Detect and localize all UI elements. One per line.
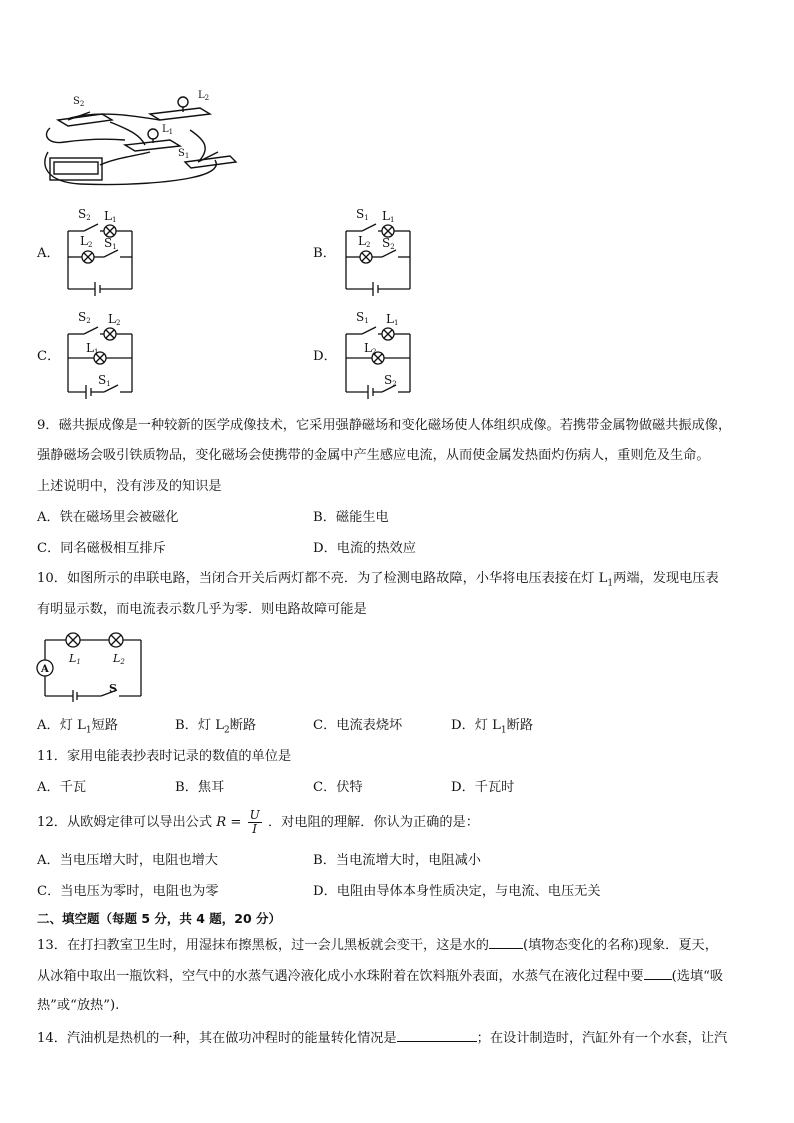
q12-option-c: C．当电压为零时，电阻也为零 [37,884,219,899]
q12-stem: 12．从欧姆定律可以导出公式 R = $\frac{U}{I}$ ．对电阻的理解．你认为正确的是： [37,808,479,836]
q11-option-d: D．千瓦时 [451,780,515,795]
q11-option-a: A．千瓦 [37,780,87,795]
svg-text:S2: S2 [384,373,397,388]
circuit-diagram-d [338,308,418,403]
q14-blank-1[interactable] [397,1029,477,1042]
apparatus-label-s1: $S_1$ [178,148,190,160]
q13-line2: 从冰箱中取出一瓶饮料，空气中的水蒸气遇冷液化成小水珠附着在饮料瓶外表面，水蒸气在液化过程中要 (选填“吸 [37,969,724,984]
svg-text:L1: L1 [386,312,399,327]
svg-text:S1: S1 [98,373,111,388]
apparatus-label-l2: $L_2$ [198,90,210,102]
q9-option-c: C．同名磁极相互排斥 [37,541,166,556]
svg-text:L1: L1 [382,209,395,224]
svg-text:S2: S2 [78,207,91,222]
fig-s-label: S [109,682,117,695]
apparatus-label-l1: $L_1$ [162,124,174,136]
apparatus-illustration [40,90,240,186]
svg-text:S1: S1 [104,236,117,251]
svg-text:S2: S2 [78,310,91,325]
svg-text:S1: S1 [356,310,369,325]
q12-option-d: D．电阻由导体本身性质决定，与电流、电压无关 [313,884,601,899]
section-fill-in-title: 二、填空题（每题 5 分，共 4 题，20 分） [37,911,282,926]
q9-option-a: A．铁在磁场里会被磁化 [37,510,179,525]
svg-text:L1: L1 [104,209,117,224]
q10-line1: 10．如图所示的串联电路，当闭合开关后两灯都不亮．为了检测电路故障，小华将电压表接在灯 $L_1$两端，发现电压表 [37,571,719,589]
q9-option-b: B．磁能生电 [313,510,389,525]
ohm-formula: R = [216,815,246,830]
q10-option-a: A．灯 $L_1$短路 [37,718,118,736]
q10-series-circuit [35,630,150,702]
q9-line1: 9．磁共振成像是一种较新的医学成像技术，它采用强静磁场和变化磁场使人体组织成像。若携带金属物做磁共振成像， [37,418,732,433]
q10-option-b: B．灯 $L_2$断路 [175,718,257,736]
q12-option-a: A．当电压增大时，电阻也增大 [37,853,218,868]
q10-option-c: C．电流表烧坏 [313,718,403,733]
svg-text:L2: L2 [108,312,121,327]
q13-line3: 热”或“放热”). [37,998,120,1013]
q14-line1: 14．汽油机是热机的一种，其在做功冲程时的能量转化情况是 ；在设计制造时，汽缸外有一个水套，让汽 [37,1031,728,1046]
q13-blank-2[interactable] [644,967,672,980]
svg-text:L2: L2 [364,341,377,356]
q9-option-d: D．电流的热效应 [313,541,416,556]
q12-option-b: B．当电流增大时，电阻减小 [313,853,481,868]
option-d-label: D． [313,349,337,364]
q11-option-c: C．伏特 [313,780,363,795]
q10-option-d: D．灯 $L_1$断路 [451,718,534,736]
svg-text:S2: S2 [382,236,395,251]
svg-text:L2: L2 [80,234,93,249]
q10-line2: 有明显示数，而电流表示数几乎为零．则电路故障可能是 [37,602,367,617]
svg-text:L2: L2 [113,652,125,666]
circuit-diagram-c [60,308,140,403]
q13-blank-1[interactable] [489,936,523,949]
svg-text:L1: L1 [86,341,99,356]
svg-text:S1: S1 [356,207,369,222]
svg-text:L1: L1 [69,652,81,666]
circuit-diagram-b [338,205,418,300]
q13-line1: 13．在打扫教室卫生时，用湿抹布擦黑板，过一会儿黑板就会变干，这是水的 (填物态变化的名称)现象．夏天， [37,938,718,953]
apparatus-label-s2: $S_2$ [73,96,85,108]
q11-stem: 11．家用电能表抄表时记录的数值的单位是 [37,749,292,764]
fig-l2-label: L [113,652,121,665]
ammeter-label: A [41,664,49,675]
svg-text:L2: L2 [358,234,371,249]
option-c-label: C． [37,349,61,364]
fig-l1-label: L [69,652,77,665]
option-a-label: A． [37,246,60,261]
q11-option-b: B．焦耳 [175,780,225,795]
q9-line3: 上述说明中，没有涉及的知识是 [37,479,222,494]
option-b-label: B． [313,246,336,261]
circuit-diagram-a [60,205,140,300]
q9-line2: 强静磁场会吸引铁质物品，变化磁场会使携带的金属中产生感应电流，从而使金属发热面灼伤病人，重则危及生命。 [37,448,710,463]
